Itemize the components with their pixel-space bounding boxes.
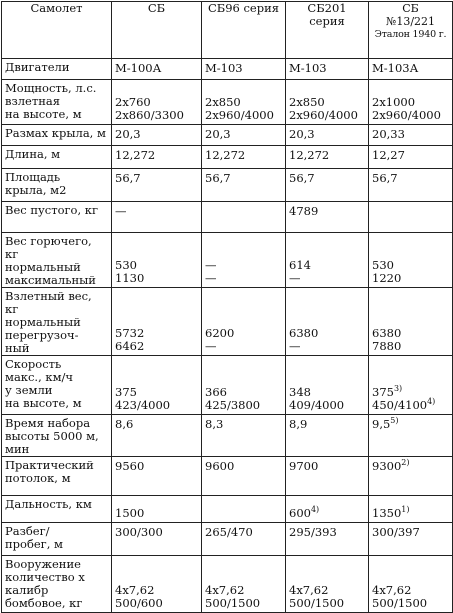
row-label-line: макс., км/ч xyxy=(5,370,74,384)
cell-value-text: 9560 xyxy=(115,459,145,473)
value-cell-c5 xyxy=(369,523,453,556)
cell-value xyxy=(205,272,283,285)
cell-value-text: 2х850 xyxy=(205,95,241,109)
cell-value-text: 366 xyxy=(205,385,227,399)
table-row xyxy=(2,80,453,125)
row-label-line: перегрузоч- xyxy=(5,328,79,342)
cell-value-text: 500/1500 xyxy=(205,596,261,610)
row-label xyxy=(2,59,112,80)
row-label-line: Двигатели xyxy=(5,60,70,74)
cell-value-text: 56,7 xyxy=(372,171,398,185)
cell-value-text: 348 xyxy=(289,385,311,399)
row-label-line: максимальный xyxy=(5,273,96,287)
value-cell-c3 xyxy=(202,415,286,457)
cell-value xyxy=(205,526,283,539)
cell-value-text: 2х960/4000 xyxy=(205,108,274,122)
footnote-marker: 5) xyxy=(390,416,399,426)
table-row xyxy=(2,556,453,613)
row-label-line: на высоте, м xyxy=(5,396,82,410)
value-cell-c3 xyxy=(202,59,286,80)
cell-value-text: 2х860/3300 xyxy=(115,108,184,122)
value-cell-c2 xyxy=(112,169,202,202)
cell-value-text: 600 xyxy=(289,506,311,520)
value-cell-c5 xyxy=(369,496,453,523)
cell-value xyxy=(372,62,450,75)
cell-value xyxy=(205,109,283,122)
cell-value xyxy=(289,399,366,412)
value-cell-c5 xyxy=(369,80,453,125)
value-cell-c4 xyxy=(286,496,369,523)
cell-value-text: 8,9 xyxy=(289,417,308,431)
cell-value-text: 4х7,62 xyxy=(372,583,412,597)
cell-value-text: — xyxy=(289,339,301,353)
cell-value xyxy=(289,205,366,218)
cell-value xyxy=(115,62,199,75)
cell-value xyxy=(372,418,450,431)
cell-value-text: 8,3 xyxy=(205,417,224,431)
cell-value-text: 56,7 xyxy=(115,171,141,185)
cell-value-text: 9,5 xyxy=(372,417,391,431)
value-cell-c2 xyxy=(112,59,202,80)
cell-value xyxy=(372,399,450,412)
cell-value-text: 409/4000 xyxy=(289,398,345,412)
value-cell-c2 xyxy=(112,125,202,146)
header-sb201 xyxy=(286,2,369,59)
value-cell-c2 xyxy=(112,496,202,523)
cell-value xyxy=(289,327,366,340)
row-label xyxy=(2,146,112,169)
value-cell-c5 xyxy=(369,169,453,202)
cell-value xyxy=(205,128,283,141)
header-sb201-line1: СБ201 xyxy=(307,1,347,15)
footnote-marker: 4) xyxy=(427,397,436,407)
cell-value-text: 295/393 xyxy=(289,525,337,539)
cell-value xyxy=(289,526,366,539)
row-label-line: Скорость xyxy=(5,357,62,371)
cell-value xyxy=(289,109,366,122)
cell-value xyxy=(289,259,366,272)
row-label-line: Длина, м xyxy=(5,147,61,161)
cell-value-text: 300/397 xyxy=(372,525,420,539)
table-row xyxy=(2,496,453,523)
value-cell-c2 xyxy=(112,457,202,496)
row-label-line: Вес горючего, кг xyxy=(5,234,92,261)
cell-value xyxy=(372,460,450,473)
row-label xyxy=(2,125,112,146)
row-label xyxy=(2,80,112,125)
cell-value-text: — xyxy=(115,204,127,218)
cell-value xyxy=(115,340,199,353)
value-cell-c5 xyxy=(369,146,453,169)
table-row xyxy=(2,146,453,169)
cell-value xyxy=(372,272,450,285)
aircraft-spec-table xyxy=(1,1,453,613)
cell-value-text: 2х960/4000 xyxy=(372,108,441,122)
cell-value xyxy=(372,507,450,520)
value-cell-c5 xyxy=(369,288,453,356)
value-cell-c3 xyxy=(202,523,286,556)
cell-value-text: 12,272 xyxy=(115,148,156,162)
cell-value xyxy=(205,418,283,431)
cell-value xyxy=(205,597,283,610)
cell-value-text: — xyxy=(205,339,217,353)
row-label-line: ный xyxy=(5,341,30,355)
cell-value-text: 20,3 xyxy=(205,127,231,141)
header-sb-13-221 xyxy=(369,2,453,59)
value-cell-c4 xyxy=(286,80,369,125)
table-body xyxy=(2,59,453,613)
cell-value xyxy=(115,149,199,162)
cell-value-text: М-103 xyxy=(289,61,327,75)
row-label-line: Разбег/ xyxy=(5,524,50,538)
cell-value xyxy=(289,507,366,520)
row-label-line: взлетная xyxy=(5,94,60,108)
value-cell-c4 xyxy=(286,556,369,613)
cell-value xyxy=(289,149,366,162)
cell-value xyxy=(115,399,199,412)
row-label-line: Площадь xyxy=(5,170,61,184)
cell-value-text: 56,7 xyxy=(289,171,315,185)
cell-value-text: 530 xyxy=(372,258,394,272)
value-cell-c3 xyxy=(202,202,286,233)
value-cell-c3 xyxy=(202,457,286,496)
table-row xyxy=(2,457,453,496)
row-label xyxy=(2,457,112,496)
row-label xyxy=(2,523,112,556)
value-cell-c3 xyxy=(202,80,286,125)
value-cell-c4 xyxy=(286,59,369,80)
cell-value-text: 375 xyxy=(115,385,137,399)
row-label xyxy=(2,496,112,523)
row-label xyxy=(2,288,112,356)
value-cell-c4 xyxy=(286,202,369,233)
cell-value-text: 500/1500 xyxy=(372,596,428,610)
cell-value xyxy=(372,526,450,539)
cell-value xyxy=(115,526,199,539)
cell-value-text: 375 xyxy=(372,385,394,399)
cell-value-text: 500/600 xyxy=(115,596,163,610)
header-sb13-line1: СБ xyxy=(402,2,419,15)
row-label-line: Вооружение xyxy=(5,557,81,571)
table-row xyxy=(2,202,453,233)
cell-value xyxy=(115,128,199,141)
cell-value-text: 1130 xyxy=(115,271,145,285)
value-cell-c5 xyxy=(369,556,453,613)
row-label-line: количество х xyxy=(5,570,85,584)
row-label-line: Дальность, км xyxy=(5,497,92,511)
row-label-line: Мощность, л.с. xyxy=(5,81,97,95)
cell-value-text: 20,33 xyxy=(372,127,405,141)
cell-value xyxy=(289,62,366,75)
row-label xyxy=(2,202,112,233)
cell-value-text: 530 xyxy=(115,258,137,272)
value-cell-c2 xyxy=(112,146,202,169)
cell-value-text: 6380 xyxy=(289,326,319,340)
cell-value xyxy=(289,597,366,610)
row-label-line: потолок, м xyxy=(5,471,71,485)
cell-value-text: 2х1000 xyxy=(372,95,416,109)
header-sb201-line2: серия xyxy=(309,14,345,28)
value-cell-c5 xyxy=(369,457,453,496)
value-cell-c5 xyxy=(369,202,453,233)
cell-value-text: 450/4100 xyxy=(372,398,428,412)
row-label-line: бомбовое, кг xyxy=(5,596,83,610)
cell-value-text: 9700 xyxy=(289,459,319,473)
table-row xyxy=(2,415,453,457)
footnote-marker: 4) xyxy=(310,505,320,515)
cell-value xyxy=(289,418,366,431)
header-sb13-line3: Эталон 1940 г. xyxy=(374,29,447,40)
cell-value-text: 6380 xyxy=(372,326,402,340)
value-cell-c4 xyxy=(286,288,369,356)
cell-value-text: 423/4000 xyxy=(115,398,171,412)
cell-value-text: 7880 xyxy=(372,339,402,353)
table-row xyxy=(2,233,453,288)
cell-value-text: — xyxy=(205,271,217,285)
footnote-marker: 1) xyxy=(401,505,410,515)
cell-value-text: 265/470 xyxy=(205,525,253,539)
value-cell-c2 xyxy=(112,233,202,288)
cell-value-text: М-100А xyxy=(115,61,162,75)
cell-value xyxy=(115,507,199,520)
cell-value xyxy=(289,340,366,353)
cell-value xyxy=(115,460,199,473)
row-label-line: высоты 5000 м, xyxy=(5,429,99,443)
cell-value-text: 2х850 xyxy=(289,95,325,109)
row-label-line: крыла, м2 xyxy=(5,183,67,197)
row-label-line: Взлетный вес, кг xyxy=(5,289,92,316)
cell-value-text: М-103 xyxy=(205,61,243,75)
cell-value xyxy=(115,109,199,122)
value-cell-c2 xyxy=(112,356,202,415)
cell-value-text: 20,3 xyxy=(289,127,315,141)
cell-value-text: — xyxy=(205,258,217,272)
cell-value xyxy=(205,172,283,185)
header-sb96: СБ96 серия xyxy=(202,2,286,59)
cell-value xyxy=(289,128,366,141)
cell-value-text: 6462 xyxy=(115,339,145,353)
table-header-row xyxy=(2,2,453,59)
cell-value-text: 12,272 xyxy=(289,148,330,162)
cell-value-text: 12,27 xyxy=(372,148,405,162)
cell-value-text: 12,272 xyxy=(205,148,246,162)
value-cell-c2 xyxy=(112,415,202,457)
value-cell-c3 xyxy=(202,146,286,169)
value-cell-c2 xyxy=(112,523,202,556)
cell-value-text: 4х7,62 xyxy=(205,583,245,597)
row-label-line: калибр xyxy=(5,583,49,597)
value-cell-c2 xyxy=(112,202,202,233)
cell-value-text: 9300 xyxy=(372,459,402,473)
cell-value xyxy=(205,327,283,340)
cell-value xyxy=(372,149,450,162)
cell-value xyxy=(115,418,199,431)
row-label xyxy=(2,556,112,613)
cell-value-text: 425/3800 xyxy=(205,398,261,412)
cell-value-text: 300/300 xyxy=(115,525,163,539)
row-label-line: Размах крыла, м xyxy=(5,126,106,140)
row-label-line: на высоте, м xyxy=(5,107,82,121)
cell-value xyxy=(205,149,283,162)
cell-value-text: 1350 xyxy=(372,506,402,520)
footnote-marker: 3) xyxy=(393,384,403,394)
row-label-line: пробег, м xyxy=(5,537,63,551)
row-label-line: Вес пустого, кг xyxy=(5,203,98,217)
value-cell-c5 xyxy=(369,356,453,415)
row-label-line: нормальный xyxy=(5,315,81,329)
header-sb13-line2: №13/221 xyxy=(385,15,436,28)
value-cell-c5 xyxy=(369,59,453,80)
cell-value xyxy=(372,597,450,610)
cell-value xyxy=(372,340,450,353)
cell-value xyxy=(372,172,450,185)
row-label-line: мин xyxy=(5,442,30,456)
header-sb: СБ xyxy=(112,2,202,59)
cell-value xyxy=(115,205,199,218)
value-cell-c4 xyxy=(286,169,369,202)
cell-value-text: 1500 xyxy=(115,506,145,520)
value-cell-c5 xyxy=(369,125,453,146)
row-label xyxy=(2,169,112,202)
row-label-line: Практический xyxy=(5,458,94,472)
value-cell-c4 xyxy=(286,125,369,146)
value-cell-c4 xyxy=(286,356,369,415)
cell-value xyxy=(289,460,366,473)
row-label xyxy=(2,415,112,457)
cell-value-text: 20,3 xyxy=(115,127,141,141)
table-row xyxy=(2,356,453,415)
cell-value-text: — xyxy=(289,271,301,285)
cell-value-text: 2х960/4000 xyxy=(289,108,358,122)
cell-value xyxy=(115,597,199,610)
row-label-line: нормальный xyxy=(5,260,81,274)
value-cell-c5 xyxy=(369,415,453,457)
value-cell-c3 xyxy=(202,125,286,146)
header-aircraft: Самолет xyxy=(2,2,112,59)
cell-value-text: М-103А xyxy=(372,61,419,75)
table-row xyxy=(2,288,453,356)
value-cell-c4 xyxy=(286,415,369,457)
table-row xyxy=(2,125,453,146)
value-cell-c3 xyxy=(202,288,286,356)
value-cell-c2 xyxy=(112,556,202,613)
row-label xyxy=(2,233,112,288)
cell-value xyxy=(205,62,283,75)
value-cell-c4 xyxy=(286,457,369,496)
value-cell-c2 xyxy=(112,288,202,356)
value-cell-c3 xyxy=(202,356,286,415)
cell-value xyxy=(289,272,366,285)
cell-value-text: 5732 xyxy=(115,326,145,340)
value-cell-c5 xyxy=(369,233,453,288)
cell-value xyxy=(115,172,199,185)
cell-value-text: 4х7,62 xyxy=(289,583,329,597)
cell-value xyxy=(115,272,199,285)
cell-value-text: 1220 xyxy=(372,271,402,285)
cell-value xyxy=(289,172,366,185)
cell-value-text: 9600 xyxy=(205,459,235,473)
table-row xyxy=(2,523,453,556)
cell-value xyxy=(372,109,450,122)
value-cell-c3 xyxy=(202,556,286,613)
table-row xyxy=(2,169,453,202)
value-cell-c2 xyxy=(112,80,202,125)
value-cell-c4 xyxy=(286,523,369,556)
cell-value-text: 2х760 xyxy=(115,95,151,109)
row-label-line: у земли xyxy=(5,383,53,397)
cell-value-text: 4789 xyxy=(289,204,319,218)
value-cell-c4 xyxy=(286,146,369,169)
cell-value xyxy=(205,460,283,473)
cell-value-text: 4х7,62 xyxy=(115,583,155,597)
cell-value-text: 8,6 xyxy=(115,417,134,431)
value-cell-c3 xyxy=(202,496,286,523)
footnote-marker: 2) xyxy=(401,458,410,468)
row-label xyxy=(2,356,112,415)
cell-value-text: 614 xyxy=(289,258,311,272)
table-row xyxy=(2,59,453,80)
cell-value xyxy=(372,128,450,141)
cell-value-text: 500/1500 xyxy=(289,596,345,610)
cell-value xyxy=(205,399,283,412)
cell-value-text: 56,7 xyxy=(205,171,231,185)
cell-value xyxy=(205,340,283,353)
value-cell-c4 xyxy=(286,233,369,288)
cell-value xyxy=(205,259,283,272)
row-label-line: Время набора xyxy=(5,416,91,430)
cell-value-text: 6200 xyxy=(205,326,235,340)
value-cell-c3 xyxy=(202,233,286,288)
value-cell-c3 xyxy=(202,169,286,202)
